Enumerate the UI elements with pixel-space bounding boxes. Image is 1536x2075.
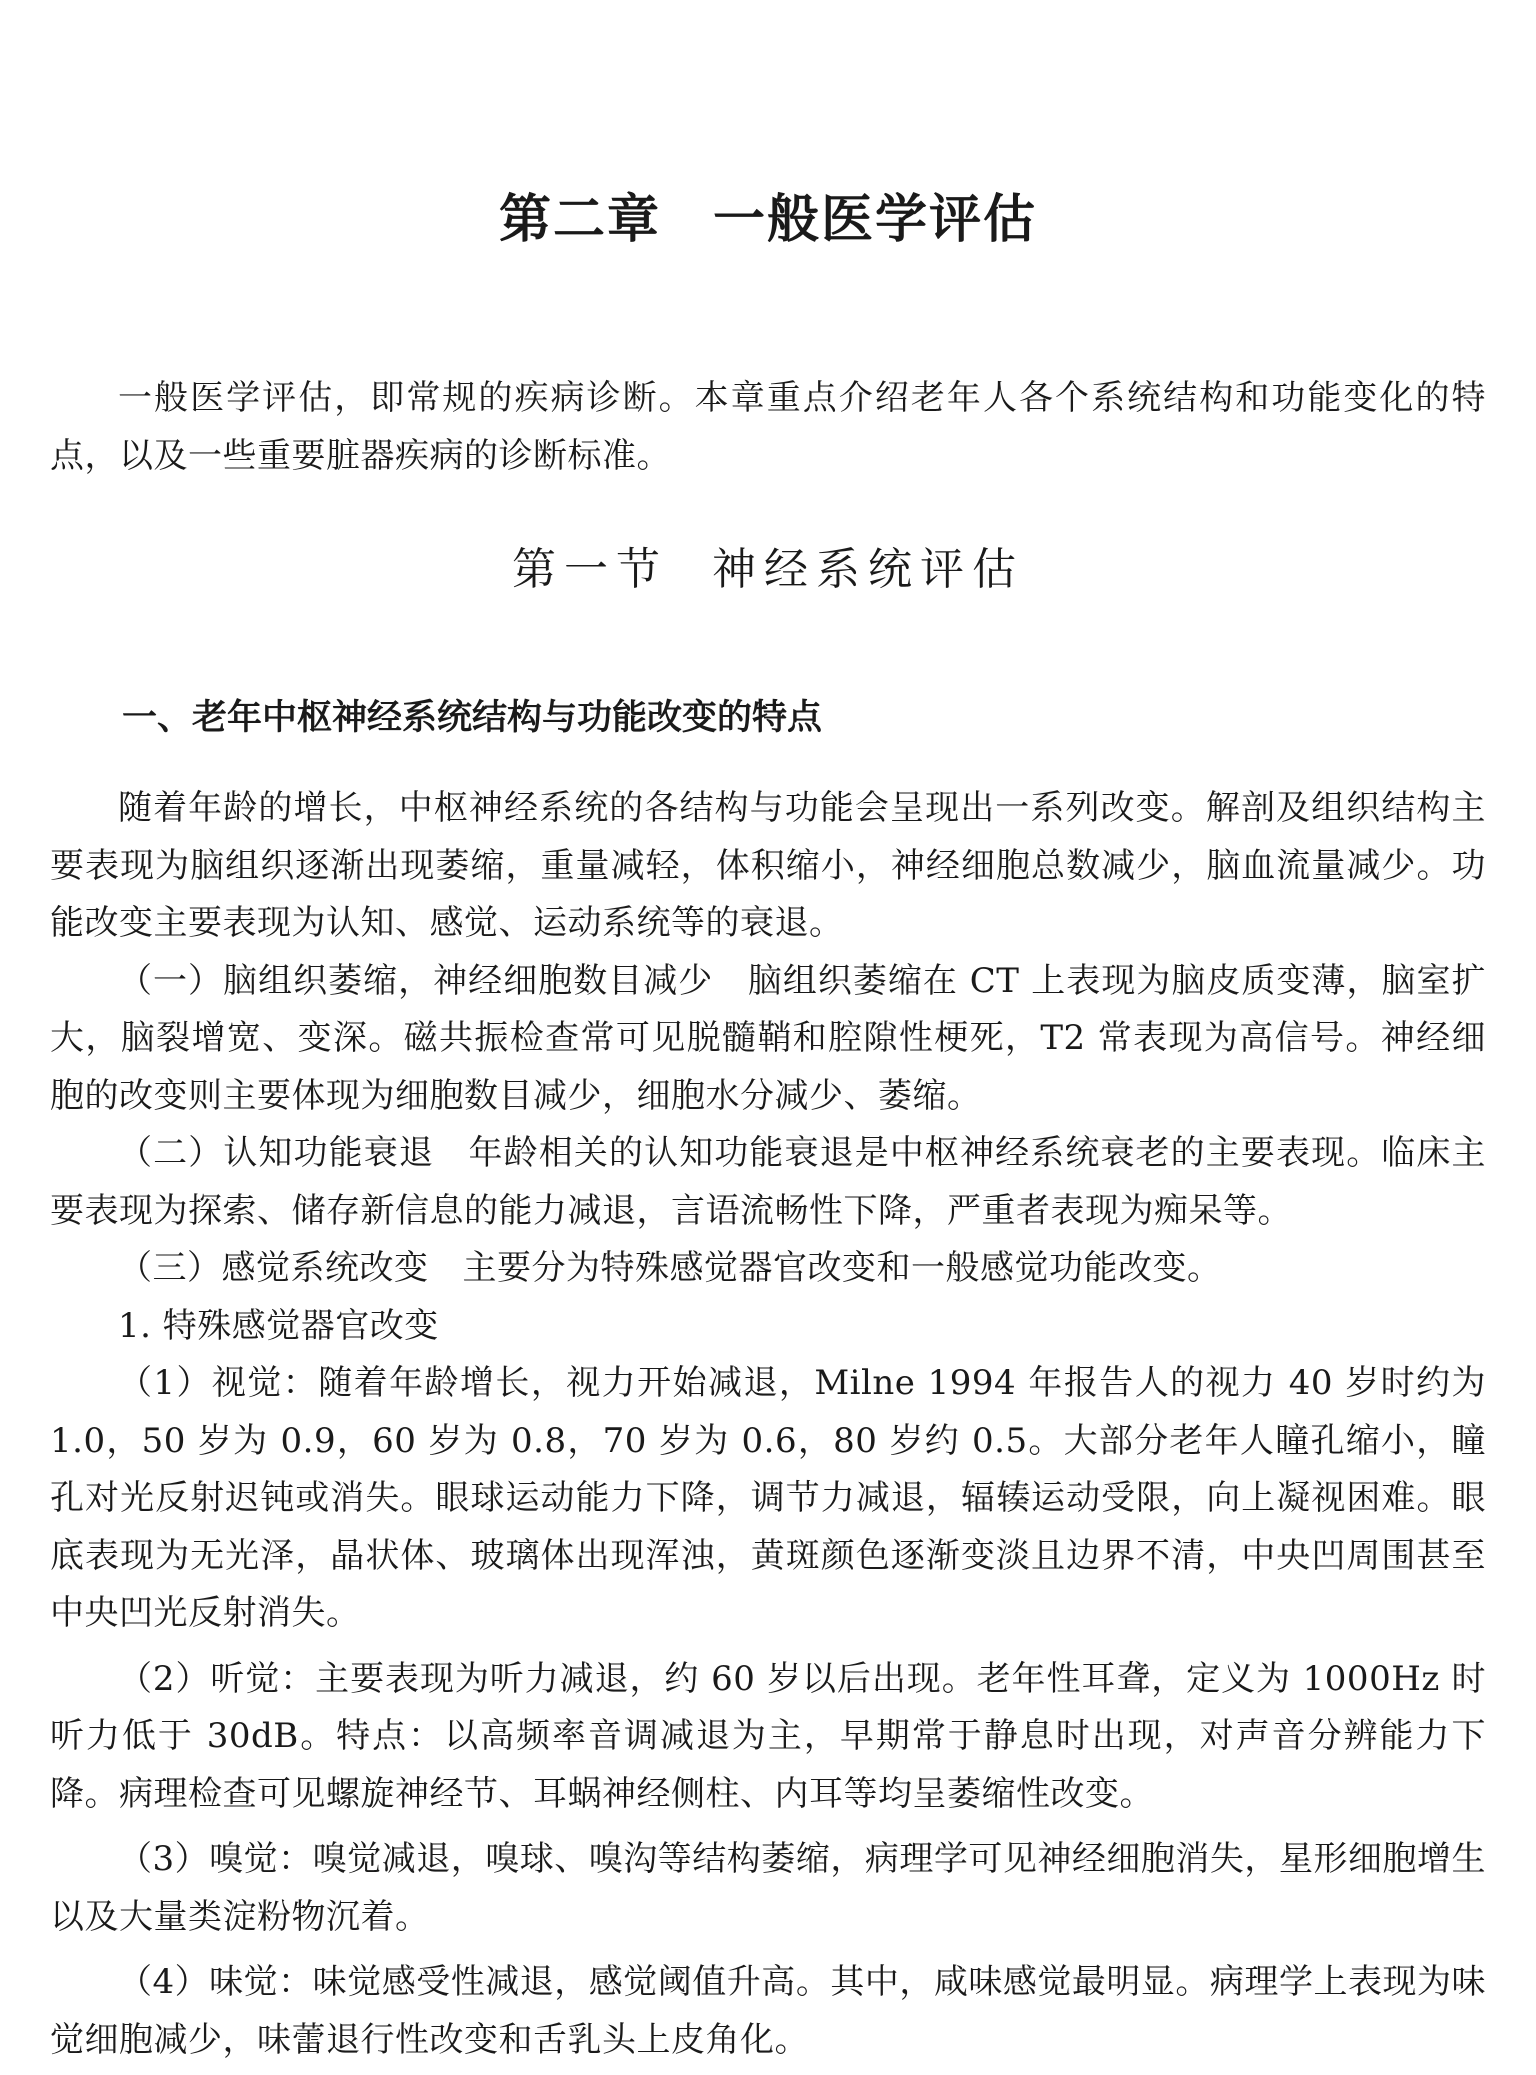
body-text [50,780,1486,2069]
paragraph-body: 主要分为特殊感觉器官改变和一般感觉功能改变。 [462,1248,1222,1288]
paragraph-cognitive [50,1125,1486,1240]
sub-heading: 一、老年中枢神经系统结构与功能改变的特点 [122,698,823,738]
paragraph-brain-atrophy [50,953,1486,1126]
section-number: 第一节 [512,544,668,595]
paragraph-lead: （一）脑组织萎缩，神经细胞数目减少 [118,960,714,1001]
section-name: 神经系统评估 [712,544,1024,595]
paragraph-body: 脑组织萎缩在 CT 上表现为脑皮质变薄，脑室扩大，脑裂增宽、变深。磁共振检查常可见脱髓鞘和腔隙性梗死，T2 常表现为高信号。神经细胞的改变则主要体现为细胞数目减少，细胞水分减少、萎缩。 [50,960,1486,1116]
paragraph-sensory [50,1240,1486,1298]
chapter-title [50,188,1486,252]
paragraph-hearing: （2）听觉：主要表现为听力减退，约 60 岁以后出现。老年性耳聋，定义为 1000Hz 时听力低于 30dB。特点：以高频率音调减退为主，早期常于静息时出现，对声音分辨能力下降。病理检查可见螺旋神经节、耳蜗神经侧柱、内耳等均呈萎缩性改变。 [50,1658,1486,1814]
paragraph-lead: （三）感觉系统改变 [118,1248,429,1288]
paragraph-smell: （3）嗅觉：嗅觉减退，嗅球、嗅沟等结构萎缩，病理学可见神经细胞消失，星形细胞增生以及大量类淀粉物沉着。 [50,1839,1486,1937]
paragraph-overview: 随着年龄的增长，中枢神经系统的各结构与功能会呈现出一系列改变。解剖及组织结构主要表现为脑组织逐渐出现萎缩，重量减轻，体积缩小，神经细胞总数减少，脑血流量减少。功能改变主要表现为认知、感觉、运动系统等的衰退。 [50,788,1486,943]
paragraph-vision: （1）视觉：随着年龄增长，视力开始减退，Milne 1994 年报告人的视力 40 岁时约为 1.0，50 岁为 0.9，60 岁为 0.8，70 岁为 0.6，80 岁约 0.5。大部分老年人瞳孔缩小，瞳孔对光反射迟钝或消失。眼球运动能力下降，调节力减退，辐辏运动受限，向上凝视困难。眼底表现为无光泽，晶状体、玻璃体出现浑浊，黄斑颜色逐渐变淡且边界不清，中央凹周围甚至中央凹光反射消失。 [50,1363,1486,1633]
document-page [50,0,1486,2075]
chapter-number: 第二章 [498,189,661,250]
paragraph-taste: （4）味觉：味觉感受性减退，感觉阈值升高。其中，咸味感觉最明显。病理学上表现为味觉细胞减少，味蕾退行性改变和舌乳头上皮角化。 [50,1962,1486,2060]
intro-paragraph: 一般医学评估，即常规的疾病诊断。本章重点介绍老年人各个系统结构和功能变化的特点，以及一些重要脏器疾病的诊断标准。 [50,378,1486,476]
paragraph-lead: （二）认知功能衰退 [118,1133,434,1173]
chapter-name: 一般医学评估 [713,189,1038,250]
paragraph-body: 年龄相关的认知功能衰退是中枢神经系统衰老的主要表现。临床主要表现为探索、储存新信息的能力减退，言语流畅性下降，严重者表现为痴呆等。 [50,1133,1487,1231]
paragraph-special-senses-heading: 1. 特殊感觉器官改变 [118,1305,439,1346]
chapter-intro [50,370,1486,485]
section-title [50,540,1486,600]
